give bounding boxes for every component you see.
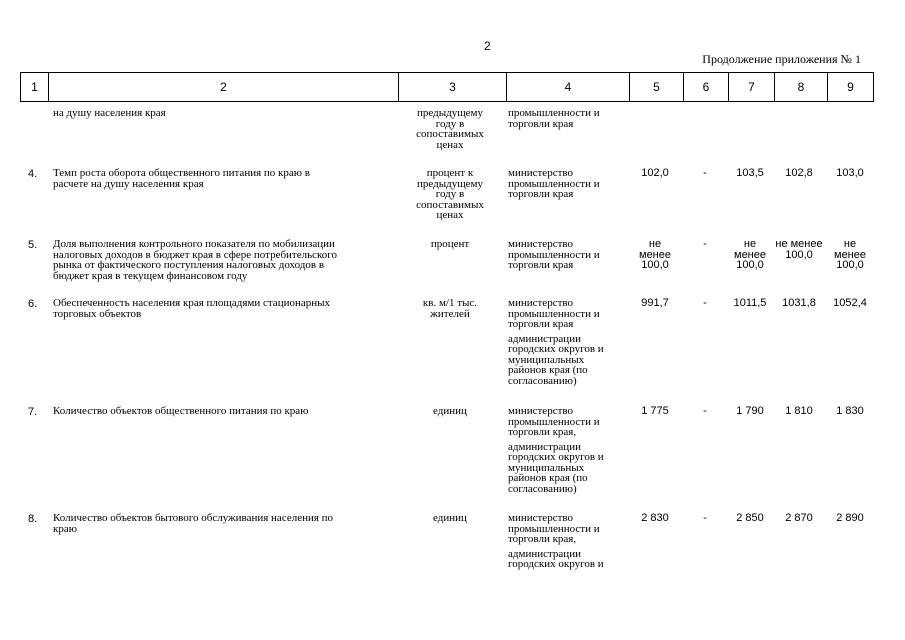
value-col5: 991,7 <box>641 297 669 309</box>
responsible-body: министерство промышленности и торговли края, администрации городских округов и муниципальных районов края (по согласованию) <box>508 405 604 495</box>
value-col9: 103,0 <box>836 167 864 179</box>
value-col8: 2 870 <box>785 512 813 524</box>
value-col7: 103,5 <box>736 167 764 179</box>
column-header-table <box>20 72 874 102</box>
value-col8: 1031,8 <box>782 297 816 309</box>
responsible-body: министерство промышленности и торговли края <box>508 167 600 200</box>
column-header: 1 <box>21 73 49 102</box>
indicator-name: Темп роста оборота общественного питания по краю в расчете на душу населения края <box>53 167 310 190</box>
value-col5: 2 830 <box>641 512 669 524</box>
value-col6: - <box>703 238 707 250</box>
row-number: 7. <box>28 406 38 418</box>
value-col8: не менее 100,0 <box>775 238 823 261</box>
unit-of-measure: процент к предыдущему году в сопоставимых ценах <box>416 167 484 221</box>
indicator-name: Доля выполнения контрольного показателя по мобилизации налоговых доходов в бюджет края в сфере потребительского рынка от фактического поступления налоговых доходов в бюджет края в текущем финансовом году <box>53 238 338 282</box>
value-col6: - <box>703 405 707 417</box>
page-number: 2 <box>484 39 491 53</box>
value-col9: не менее 100,0 <box>834 238 866 271</box>
responsible-body: министерство промышленности и торговли края, администрации городских округов и <box>508 512 604 570</box>
row-number: 8. <box>28 513 38 525</box>
value-col5: 102,0 <box>641 167 669 179</box>
unit-of-measure: единиц <box>433 512 467 524</box>
indicator-name: Количество объектов общественного питания по краю <box>53 405 309 417</box>
value-col9: 1052,4 <box>833 297 867 309</box>
column-header: 8 <box>775 73 828 102</box>
responsible-body: министерство промышленности и торговли края администрации городских округов и муниципальных районов края (по согласованию) <box>508 297 604 387</box>
value-col6: - <box>703 167 707 179</box>
value-col7: 2 850 <box>736 512 764 524</box>
row-number: 6. <box>28 298 38 310</box>
row-number: 5. <box>28 239 38 251</box>
value-col5: 1 775 <box>641 405 669 417</box>
indicator-name: Обеспеченность населения края площадями стационарных торговых объектов <box>53 297 331 320</box>
responsible-body: промышленности и торговли края <box>508 107 600 130</box>
unit-of-measure: единиц <box>433 405 467 417</box>
value-col7: 1 790 <box>736 405 764 417</box>
column-header: 6 <box>684 73 729 102</box>
unit-of-measure: процент <box>430 238 470 250</box>
row-number: 4. <box>28 168 38 180</box>
column-header: 2 <box>49 73 399 102</box>
value-col8: 1 810 <box>785 405 813 417</box>
column-header: 5 <box>630 73 684 102</box>
continuation-caption: Продолжение приложения № 1 <box>702 52 861 66</box>
unit-of-measure: предыдущему году в сопоставимых ценах <box>416 107 484 151</box>
value-col6: - <box>703 512 707 524</box>
column-header: 3 <box>399 73 507 102</box>
value-col8: 102,8 <box>785 167 813 179</box>
indicator-name: на душу населения края <box>53 107 166 119</box>
value-col9: 2 890 <box>836 512 864 524</box>
responsible-body: министерство промышленности и торговли края <box>508 238 600 271</box>
value-col6: - <box>703 297 707 309</box>
value-col7: не менее 100,0 <box>734 238 766 271</box>
indicator-name: Количество объектов бытового обслуживания населения по краю <box>53 512 334 535</box>
column-header: 9 <box>828 73 874 102</box>
unit-of-measure: кв. м/1 тыс. жителей <box>422 297 478 320</box>
value-col5: не менее 100,0 <box>639 238 671 271</box>
value-col9: 1 830 <box>836 405 864 417</box>
column-header: 7 <box>729 73 775 102</box>
column-header: 4 <box>507 73 630 102</box>
value-col7: 1011,5 <box>733 297 767 309</box>
